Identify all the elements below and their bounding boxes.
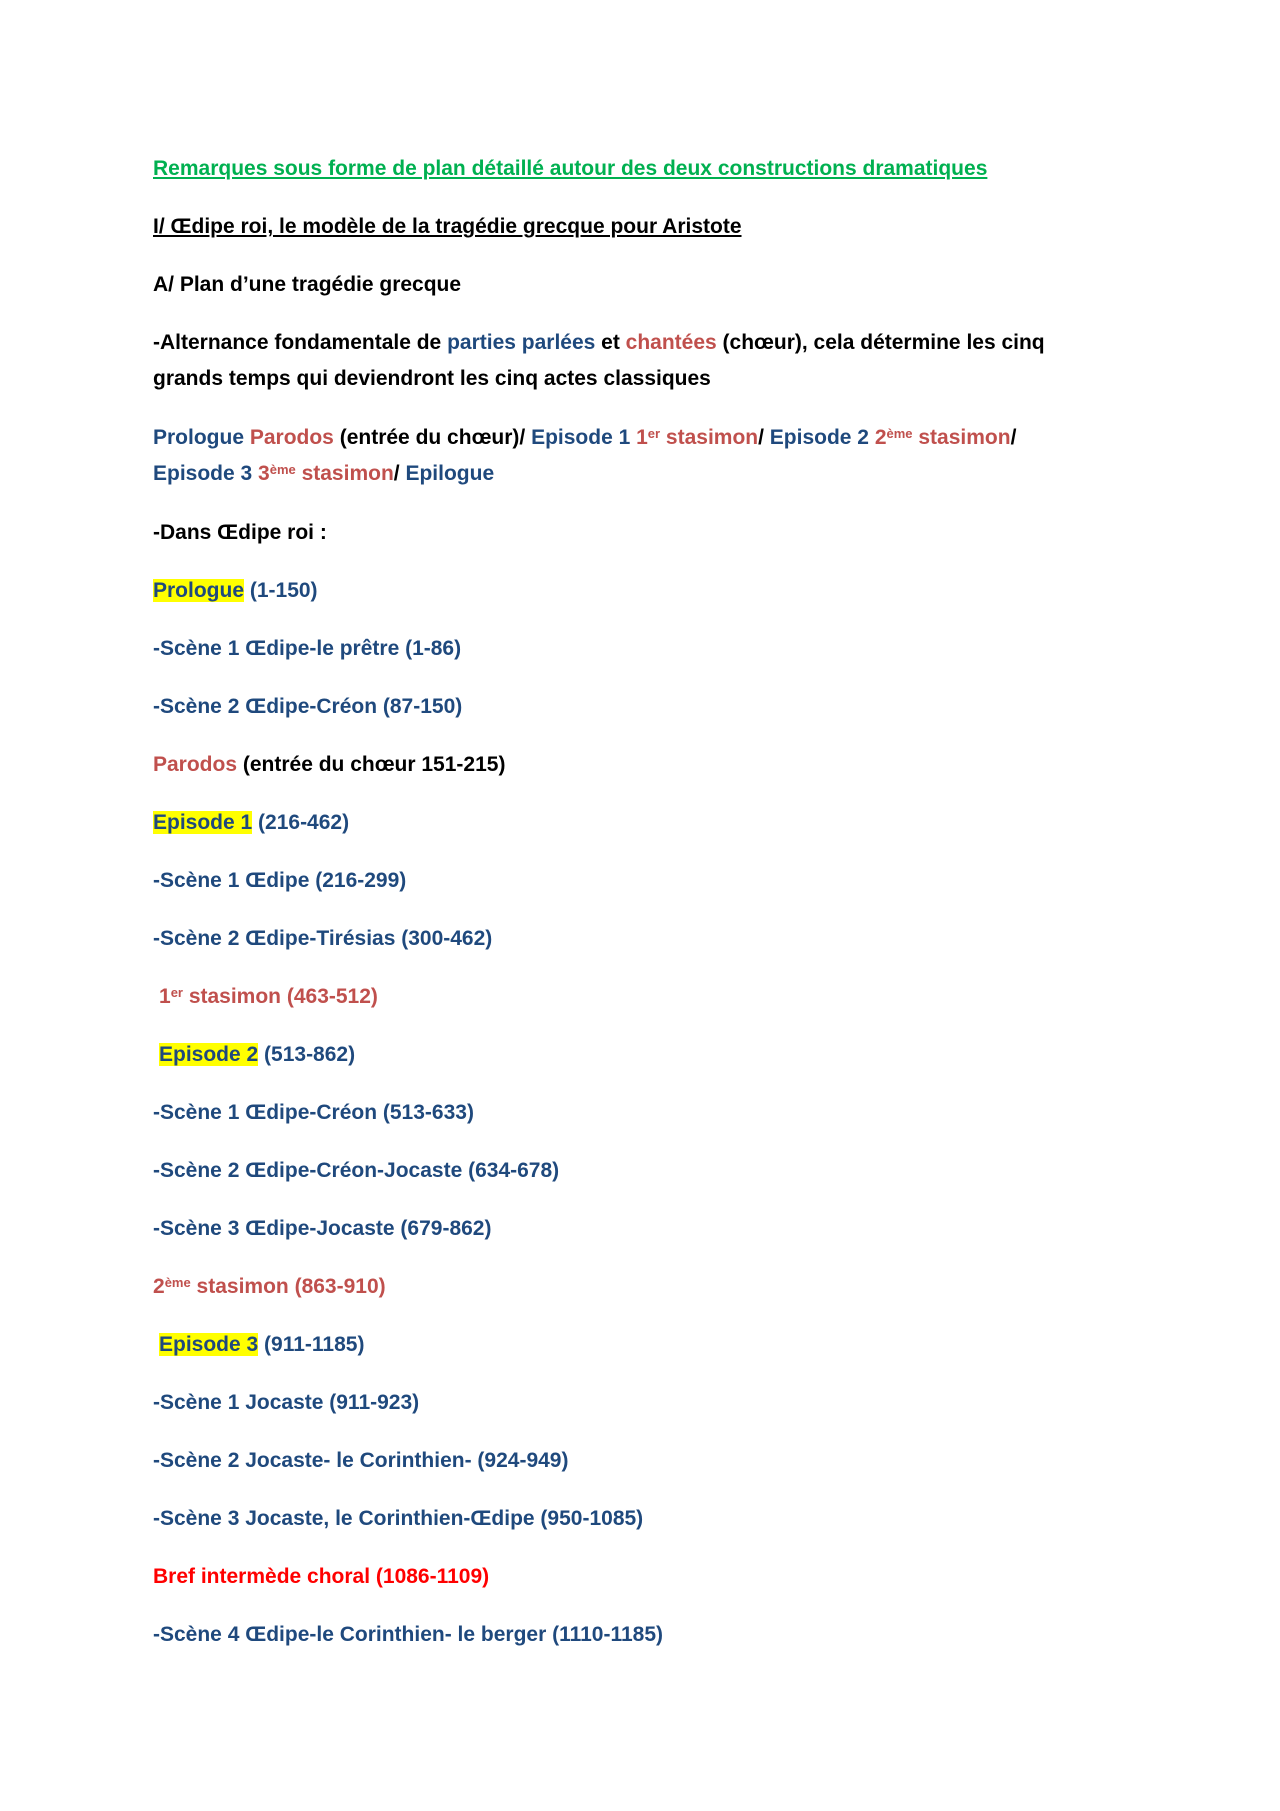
plan-prologue-label: Prologue xyxy=(153,579,245,602)
schema-slash-2: / xyxy=(1010,426,1017,449)
plan-episode-3-scene-2: -Scène 2 Jocaste- le Corinthien- (924-949) xyxy=(153,1449,569,1472)
plan-prologue-scene-2: -Scène 2 Œdipe-Créon (87-150) xyxy=(153,695,463,718)
intro-line-1 xyxy=(153,329,1045,357)
schema-stasimon-1-sup: er xyxy=(647,426,661,441)
plan-episode-3-scene-3: -Scène 3 Jocaste, le Corinthien-Œdipe (950-1085) xyxy=(153,1507,644,1530)
plan-stasimon-1 xyxy=(159,983,378,1011)
plan-episode-2-label: Episode 2 xyxy=(159,1043,259,1066)
plan-episode-2-scene-3: -Scène 3 Œdipe-Jocaste (679-862) xyxy=(153,1217,492,1240)
intro-line-2: grands temps qui deviendront les cinq actes classiques xyxy=(153,367,711,390)
schema-stasimon-1-word: stasimon xyxy=(660,426,759,449)
plan-choral-interlude: Bref intermède choral (1086-1109) xyxy=(153,1565,490,1588)
plan-stasimon-2-num: 2 xyxy=(153,1275,165,1298)
plan-episode-3-scene-4: -Scène 4 Œdipe-le Corinthien- le berger (1110-1185) xyxy=(153,1623,664,1646)
plan-stasimon-2-rest: stasimon (863-910) xyxy=(190,1275,386,1298)
plan-prologue-scene-1: -Scène 1 Œdipe-le prêtre (1-86) xyxy=(153,637,462,660)
schema-epilogue: Epilogue xyxy=(405,462,495,485)
plan-parodos-label: Parodos xyxy=(153,753,238,776)
schema-slash-1: / xyxy=(758,426,770,449)
plan-episode-2 xyxy=(159,1041,355,1069)
plan-episode-1-label: Episode 1 xyxy=(153,811,253,834)
schema-episode-2: Episode 2 xyxy=(769,426,875,449)
plan-episode-2-range: (513-862) xyxy=(258,1043,356,1066)
schema-line-2 xyxy=(153,460,494,488)
intro-tail: (chœur), cela détermine les cinq xyxy=(716,331,1045,354)
document-title: Remarques sous forme de plan détaillé autour des deux constructions dramatiques xyxy=(153,157,988,180)
plan-episode-3-label: Episode 3 xyxy=(159,1333,259,1356)
schema-parodos-note: (entrée du chœur)/ xyxy=(333,426,532,449)
schema-stasimon-2 xyxy=(875,426,1011,449)
schema-stasimon-3-num: 3 xyxy=(258,462,270,485)
schema-stasimon-3-sup: ème xyxy=(269,462,296,477)
plan-episode-1-scene-2: -Scène 2 Œdipe-Tirésias (300-462) xyxy=(153,927,493,950)
schema-stasimon-1 xyxy=(636,426,758,449)
schema-parodos: Parodos xyxy=(249,426,334,449)
intro-sung: chantées xyxy=(625,331,717,354)
plan-prologue xyxy=(153,577,318,605)
schema-episode-3: Episode 3 xyxy=(153,462,259,485)
plan-episode-3 xyxy=(159,1331,364,1359)
section-heading: A/ Plan d’une tragédie grecque xyxy=(153,273,462,296)
intro-and: et xyxy=(595,331,626,354)
plan-stasimon-1-num: 1 xyxy=(159,985,171,1008)
plan-parodos xyxy=(153,751,505,779)
plan-prologue-range: (1-150) xyxy=(244,579,318,602)
plan-episode-1 xyxy=(153,809,349,837)
schema-stasimon-2-word: stasimon xyxy=(912,426,1011,449)
plan-stasimon-1-sup: er xyxy=(170,985,183,1000)
schema-prologue: Prologue xyxy=(153,426,250,449)
plan-episode-2-scene-2: -Scène 2 Œdipe-Créon-Jocaste (634-678) xyxy=(153,1159,560,1182)
plan-parodos-range: (entrée du chœur 151-215) xyxy=(237,753,506,776)
plan-stasimon-2-sup: ème xyxy=(164,1275,191,1290)
plan-stasimon-1-rest: stasimon (463-512) xyxy=(182,985,378,1008)
schema-line-1 xyxy=(153,424,1016,452)
schema-episode-1: Episode 1 xyxy=(531,426,637,449)
schema-stasimon-3 xyxy=(258,462,394,485)
intro-text: -Alternance fondamentale de xyxy=(153,331,448,354)
plan-episode-1-scene-1: -Scène 1 Œdipe (216-299) xyxy=(153,869,407,892)
plan-episode-2-scene-1: -Scène 1 Œdipe-Créon (513-633) xyxy=(153,1101,474,1124)
plan-episode-3-scene-1: -Scène 1 Jocaste (911-923) xyxy=(153,1391,420,1414)
schema-stasimon-2-num: 2 xyxy=(874,426,887,449)
schema-stasimon-1-num: 1 xyxy=(636,426,648,449)
schema-stasimon-2-sup: ème xyxy=(886,426,913,441)
dans-oedipe-heading: -Dans Œdipe roi : xyxy=(153,521,327,544)
schema-slash-3: / xyxy=(393,462,406,485)
plan-episode-1-range: (216-462) xyxy=(252,811,350,834)
plan-episode-3-range: (911-1185) xyxy=(258,1333,365,1356)
schema-stasimon-3-word: stasimon xyxy=(295,462,394,485)
part-heading: I/ Œdipe roi, le modèle de la tragédie grecque pour Aristote xyxy=(153,215,742,238)
intro-spoken: parties parlées xyxy=(447,331,596,354)
plan-stasimon-2 xyxy=(153,1273,386,1301)
